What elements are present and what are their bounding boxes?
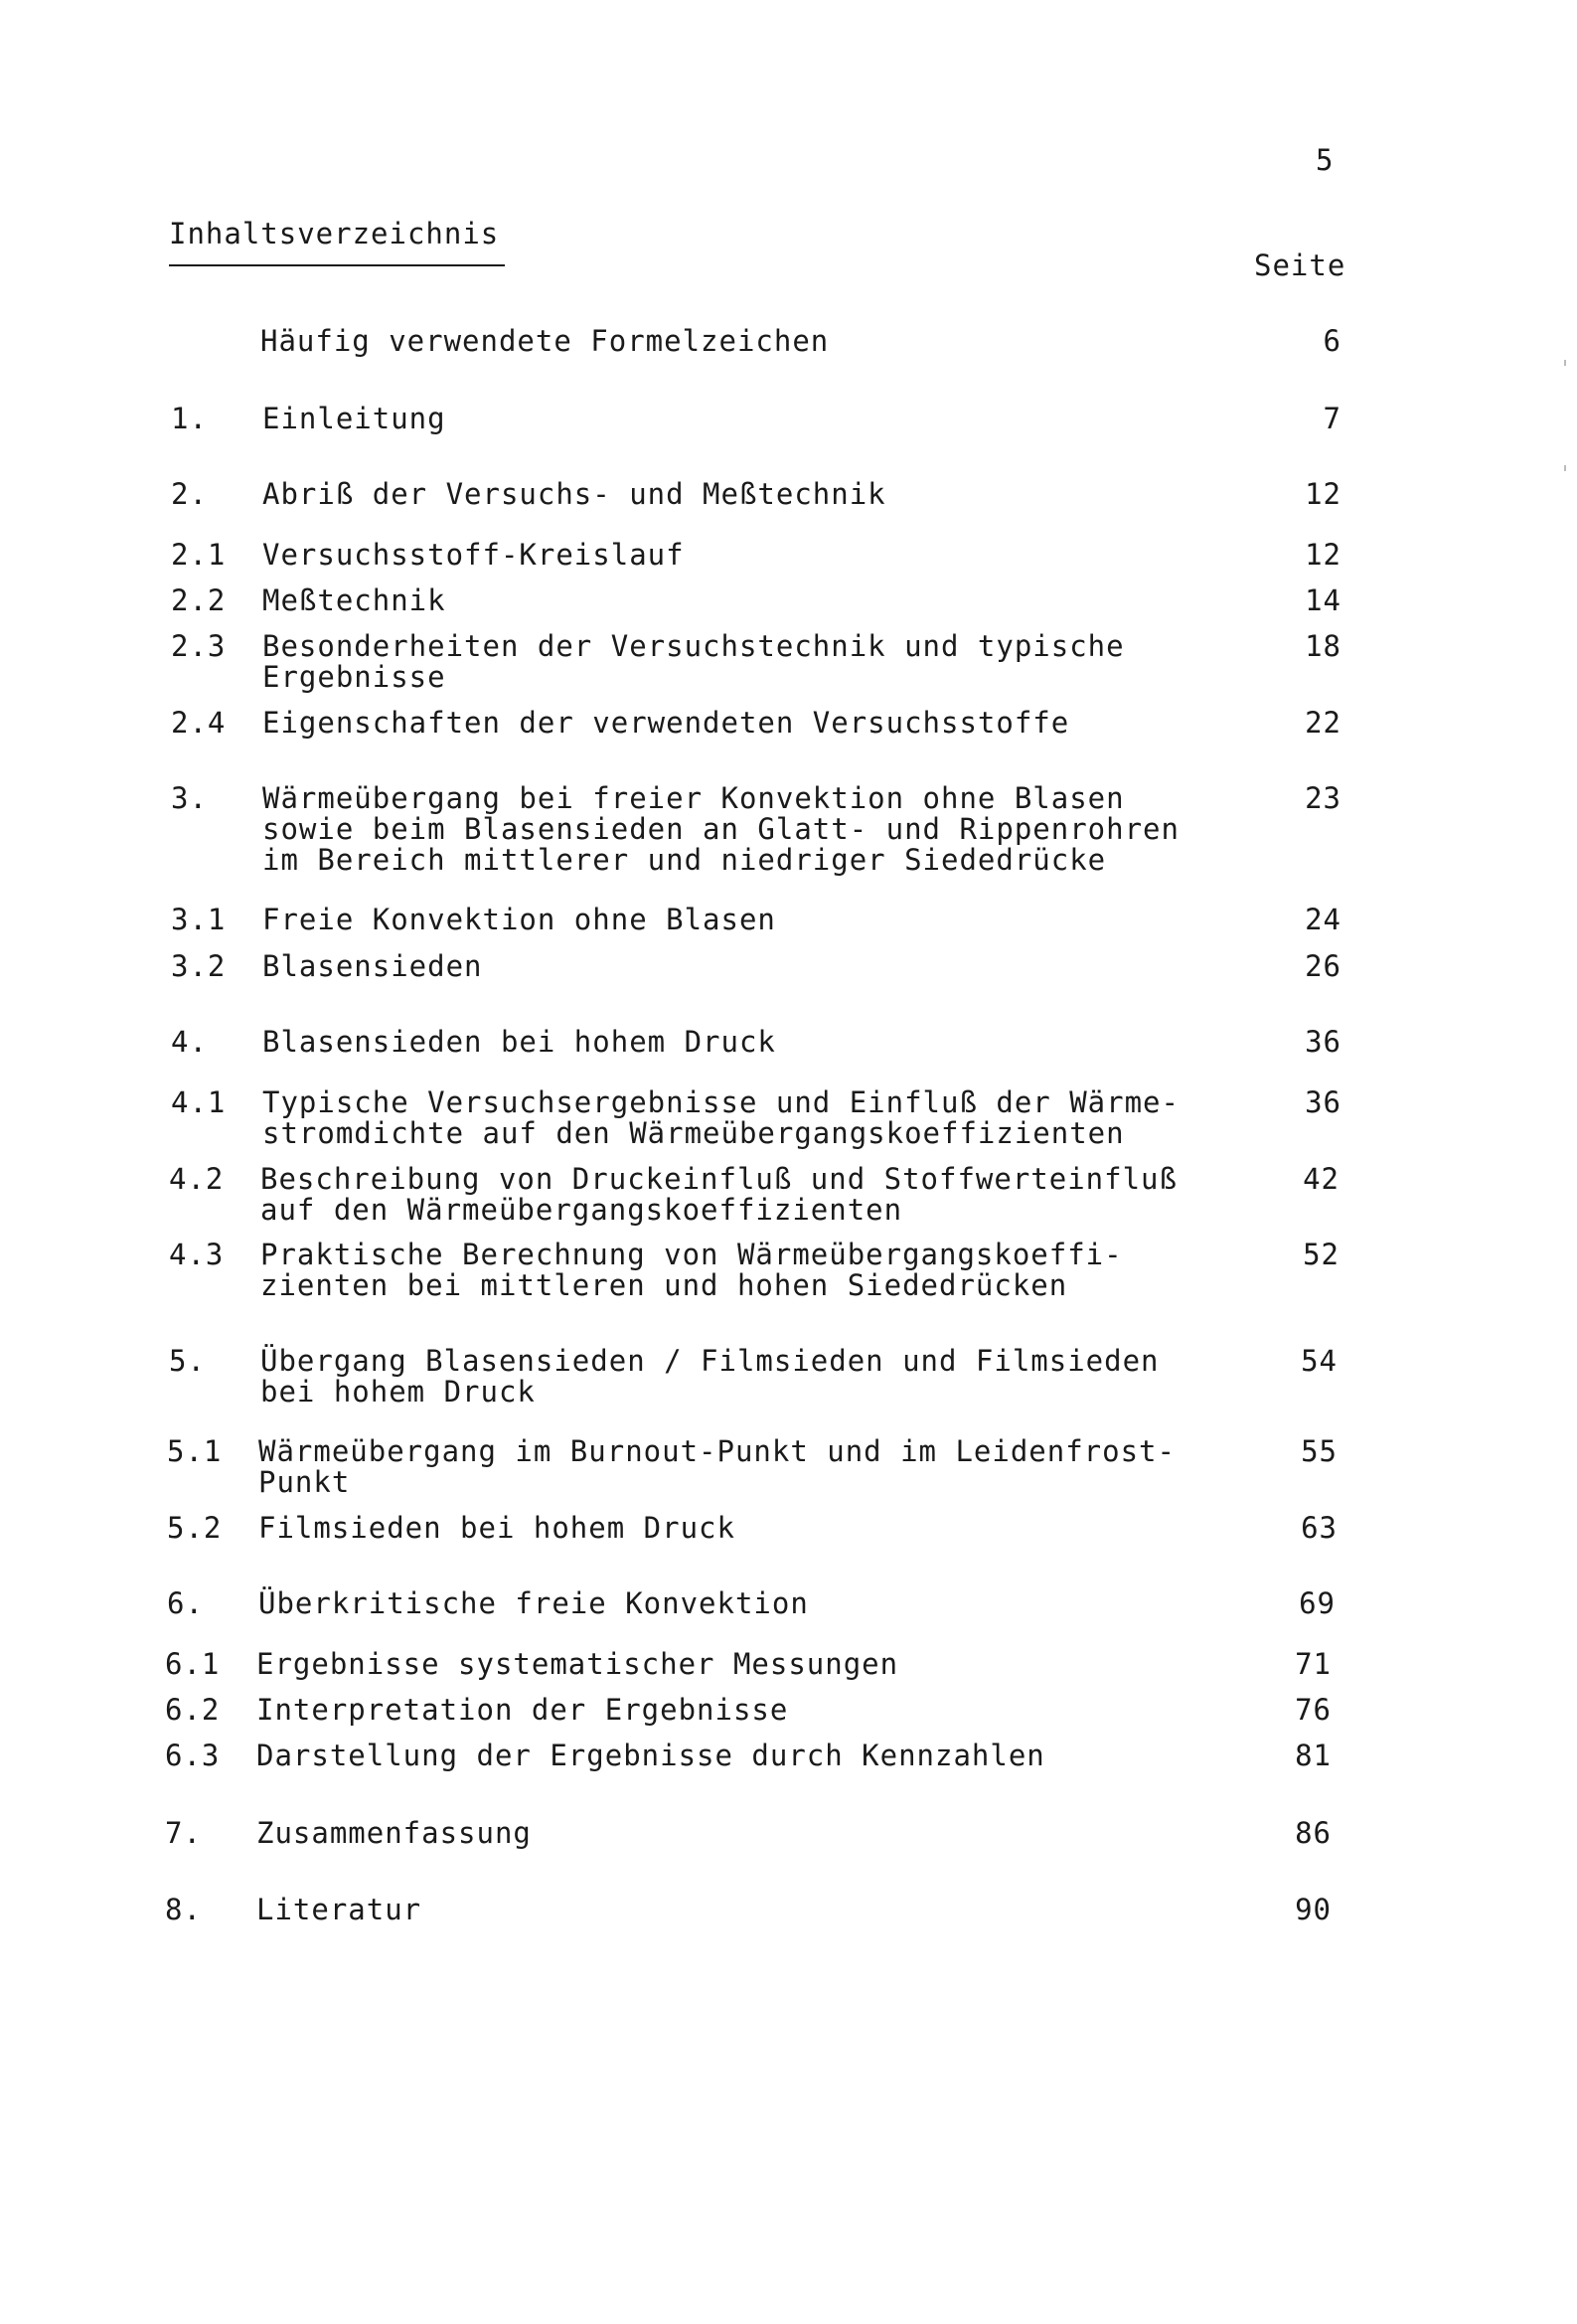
toc-entry-number: 2.4 (171, 706, 227, 740)
toc-entry-title: Blasensieden bei hohem Druck (262, 1025, 776, 1059)
toc-entry-title: Wärmeübergang bei freier Konvektion ohne Blasen sowie beim Blasensieden an Glatt- und Rippenrohren im Bereich mittlerer und niedriger Siededrücke (262, 781, 1180, 877)
toc-entry-page: 7 (1323, 402, 1341, 435)
toc-entry-title: Beschreibung von Druckeinfluß und Stoffwerteinfluß auf den Wärmeübergangskoeffizienten (260, 1162, 1178, 1227)
toc-entry-title: Praktische Berechnung von Wärmeübergangskoeffi- zienten bei mittleren und hohen Siededrücken (260, 1238, 1123, 1302)
toc-entry-page: 63 (1301, 1511, 1338, 1545)
toc-entry-number: 6.3 (165, 1739, 221, 1772)
toc-entry-number: 3.2 (171, 949, 227, 983)
toc-entry-title: Besonderheiten der Versuchstechnik und typische Ergebnisse (262, 629, 1125, 694)
toc-entry-page: 26 (1305, 949, 1341, 983)
toc-entry-page: 54 (1301, 1344, 1338, 1378)
toc-entry-page: 14 (1305, 583, 1341, 617)
toc-entry-number: 6. (167, 1586, 204, 1620)
toc-entry-title: Übergang Blasensieden / Filmsieden und Filmsieden bei hohem Druck (260, 1344, 1160, 1409)
toc-entry-title: Freie Konvektion ohne Blasen (262, 903, 776, 936)
toc-entry-title: Ergebnisse systematischer Messungen (256, 1647, 899, 1681)
toc-entry-title: Einleitung (262, 402, 446, 435)
toc-entry-page: 52 (1303, 1238, 1340, 1271)
toc-entry-number: 2.1 (171, 538, 227, 572)
toc-entry-number: 6.2 (165, 1693, 221, 1727)
toc-entry-title: Häufig verwendete Formelzeichen (260, 324, 830, 358)
toc-entry-number: 4. (171, 1025, 208, 1059)
toc-heading: Inhaltsverzeichnis (169, 217, 500, 250)
toc-entry-page: 22 (1305, 706, 1341, 740)
page-column-label: Seite (1254, 249, 1346, 282)
toc-entry-page: 12 (1305, 538, 1341, 572)
toc-entry-number: 3. (171, 781, 208, 815)
scan-mark (1564, 360, 1566, 366)
toc-heading-underline (169, 264, 505, 266)
toc-entry-title: Meßtechnik (262, 583, 446, 617)
toc-entry-title: Blasensieden (262, 949, 483, 983)
scan-mark (1564, 465, 1566, 471)
toc-entry-number: 7. (165, 1816, 202, 1850)
toc-entry-page: 18 (1305, 629, 1341, 663)
toc-entry-title: Abriß der Versuchs- und Meßtechnik (262, 477, 886, 511)
toc-entry-title: Darstellung der Ergebnisse durch Kennzahlen (256, 1739, 1045, 1772)
toc-entry-number: 5.1 (167, 1434, 223, 1468)
toc-entry-number: 6.1 (165, 1647, 221, 1681)
toc-entry-number: 5. (169, 1344, 206, 1378)
toc-entry-number: 2.3 (171, 629, 227, 663)
toc-entry-title: Eigenschaften der verwendeten Versuchsstoffe (262, 706, 1070, 740)
toc-entry-number: 2. (171, 477, 208, 511)
toc-entry-page: 69 (1299, 1586, 1336, 1620)
toc-entry-page: 76 (1295, 1693, 1332, 1727)
toc-entry-number: 4.3 (169, 1238, 225, 1271)
toc-entry-title: Typische Versuchsergebnisse und Einfluß der Wärme- stromdichte auf den Wärmeübergangskoeffizienten (262, 1085, 1180, 1150)
toc-entry-title: Zusammenfassung (256, 1816, 532, 1850)
toc-entry-page: 36 (1305, 1085, 1341, 1119)
toc-entry-page: 55 (1301, 1434, 1338, 1468)
toc-entry-page: 71 (1295, 1647, 1332, 1681)
toc-entry-page: 90 (1295, 1893, 1332, 1926)
toc-entry-title: Literatur (256, 1893, 422, 1926)
toc-entry-number: 5.2 (167, 1511, 223, 1545)
toc-entry-number: 3.1 (171, 903, 227, 936)
toc-entry-number: 2.2 (171, 583, 227, 617)
toc-entry-title: Überkritische freie Konvektion (258, 1586, 809, 1620)
page-number: 5 (1316, 143, 1334, 177)
toc-entry-title: Interpretation der Ergebnisse (256, 1693, 789, 1727)
toc-entry-page: 86 (1295, 1816, 1332, 1850)
toc-entry-number: 8. (165, 1893, 202, 1926)
toc-entry-page: 23 (1305, 781, 1341, 815)
toc-entry-page: 12 (1305, 477, 1341, 511)
toc-entry-page: 24 (1305, 903, 1341, 936)
toc-entry-number: 4.1 (171, 1085, 227, 1119)
toc-entry-page: 36 (1305, 1025, 1341, 1059)
toc-entry-number: 4.2 (169, 1162, 225, 1196)
toc-entry-page: 81 (1295, 1739, 1332, 1772)
toc-entry-title: Versuchsstoff-Kreislauf (262, 538, 685, 572)
toc-entry-page: 6 (1323, 324, 1341, 358)
toc-entry-title: Filmsieden bei hohem Druck (258, 1511, 735, 1545)
toc-entry-number: 1. (171, 402, 208, 435)
toc-entry-title: Wärmeübergang im Burnout-Punkt und im Leidenfrost- Punkt (258, 1434, 1176, 1499)
toc-entry-page: 42 (1303, 1162, 1340, 1196)
